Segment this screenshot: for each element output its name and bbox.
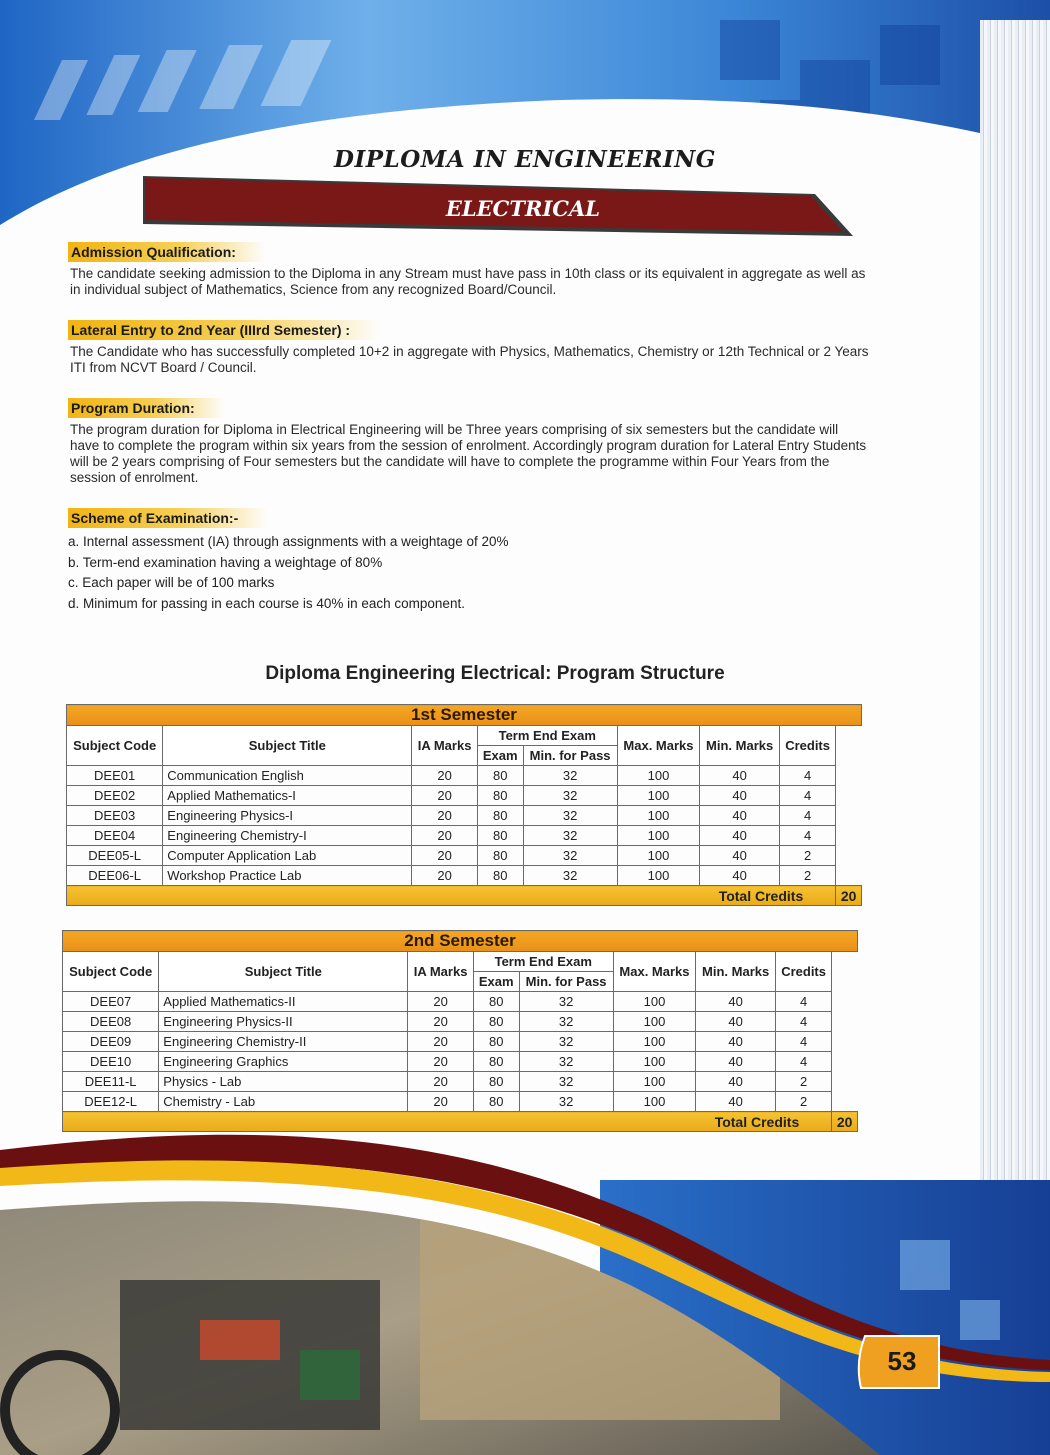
min-pass: 32 xyxy=(519,1032,613,1052)
min-marks: 40 xyxy=(700,866,780,886)
col-min-marks: Min. Marks xyxy=(700,726,780,766)
credits: 4 xyxy=(775,1052,831,1072)
col-exam: Exam xyxy=(473,972,519,992)
col-min-pass: Min. for Pass xyxy=(523,746,617,766)
subject-title: Communication English xyxy=(163,766,412,786)
subject-code: DEE11-L xyxy=(63,1072,159,1092)
ia-marks: 20 xyxy=(408,1052,474,1072)
total-credits-label: Total Credits xyxy=(67,886,836,906)
credits: 2 xyxy=(775,1092,831,1112)
exam-marks: 80 xyxy=(477,806,523,826)
subject-code: DEE02 xyxy=(67,786,163,806)
total-credits-label: Total Credits xyxy=(63,1112,832,1132)
ia-marks: 20 xyxy=(412,786,478,806)
semester-2-heading: 2nd Semester xyxy=(63,931,858,952)
credits: 4 xyxy=(779,766,835,786)
scheme-heading: Scheme of Examination:- xyxy=(68,508,268,528)
subject-title: Engineering Physics-I xyxy=(163,806,412,826)
min-marks: 40 xyxy=(696,992,776,1012)
min-pass: 32 xyxy=(523,766,617,786)
subject-title: Physics - Lab xyxy=(159,1072,408,1092)
ia-marks: 20 xyxy=(408,1092,474,1112)
credits: 2 xyxy=(779,866,835,886)
exam-marks: 80 xyxy=(473,1012,519,1032)
ia-marks: 20 xyxy=(408,992,474,1012)
credits: 4 xyxy=(775,1012,831,1032)
subject-code: DEE06-L xyxy=(67,866,163,886)
exam-marks: 80 xyxy=(477,866,523,886)
ia-marks: 20 xyxy=(408,1072,474,1092)
exam-marks: 80 xyxy=(477,786,523,806)
max-marks: 100 xyxy=(617,826,700,846)
scheme-item: d. Minimum for passing in each course is 40% in each component. xyxy=(68,595,465,611)
ia-marks: 20 xyxy=(412,866,478,886)
duration-text: The program duration for Diploma in Electrical Engineering will be Three years comprising of six semesters but the candidate will have to complete the program within six years from the session of enrolment. Accordingly program duration for Lateral Entry Students will be 2 years comprising of Four semesters but the candidate will have to complete the programme within Four Years from the session of enrolment. xyxy=(70,422,867,485)
ia-marks: 20 xyxy=(412,846,478,866)
ia-marks: 20 xyxy=(412,826,478,846)
credits: 2 xyxy=(779,846,835,866)
table-row xyxy=(63,1072,858,1092)
scheme-list xyxy=(68,532,870,614)
subject-title: Engineering Physics-II xyxy=(159,1012,408,1032)
col-subject-code: Subject Code xyxy=(67,726,163,766)
max-marks: 100 xyxy=(617,806,700,826)
exam-marks: 80 xyxy=(477,826,523,846)
table-row xyxy=(63,992,858,1012)
max-marks: 100 xyxy=(613,1092,696,1112)
ia-marks: 20 xyxy=(408,1032,474,1052)
scheme-item: b. Term-end examination having a weightage of 80% xyxy=(68,554,383,570)
subject-title: Computer Application Lab xyxy=(163,846,412,866)
min-pass: 32 xyxy=(523,866,617,886)
table-row xyxy=(67,866,862,886)
admission-text: The candidate seeking admission to the Diploma in any Stream must have pass in 10th class or its equivalent in aggregate as well as in individual subject of Mathematics, Science from any recognized Board/Council. xyxy=(70,266,866,297)
max-marks: 100 xyxy=(613,992,696,1012)
subject-code: DEE04 xyxy=(67,826,163,846)
page-number: 53 xyxy=(887,1346,917,1376)
info-sections xyxy=(68,242,870,636)
credits: 4 xyxy=(779,786,835,806)
lateral-entry-section xyxy=(68,320,870,376)
subject-code: DEE08 xyxy=(63,1012,159,1032)
max-marks: 100 xyxy=(613,1072,696,1092)
col-ia-marks: IA Marks xyxy=(408,952,474,992)
table-row xyxy=(63,1092,858,1112)
total-credits-value: 20 xyxy=(832,1112,858,1132)
min-marks: 40 xyxy=(696,1012,776,1032)
exam-marks: 80 xyxy=(473,1052,519,1072)
min-pass: 32 xyxy=(519,1072,613,1092)
table-row xyxy=(67,786,862,806)
max-marks: 100 xyxy=(617,766,700,786)
col-min-pass: Min. for Pass xyxy=(519,972,613,992)
credits: 4 xyxy=(779,806,835,826)
min-pass: 32 xyxy=(523,806,617,826)
ia-marks: 20 xyxy=(412,766,478,786)
subject-code: DEE10 xyxy=(63,1052,159,1072)
subject-title: Applied Mathematics-I xyxy=(163,786,412,806)
table-row xyxy=(67,846,862,866)
min-pass: 32 xyxy=(519,1092,613,1112)
min-pass: 32 xyxy=(523,846,617,866)
min-marks: 40 xyxy=(696,1072,776,1092)
col-min-marks: Min. Marks xyxy=(696,952,776,992)
lab-photo xyxy=(0,1150,900,1455)
exam-marks: 80 xyxy=(473,1032,519,1052)
subject-code: DEE09 xyxy=(63,1032,159,1052)
subject-code: DEE01 xyxy=(67,766,163,786)
exam-marks: 80 xyxy=(473,992,519,1012)
exam-marks: 80 xyxy=(477,846,523,866)
credits: 2 xyxy=(775,1072,831,1092)
scheme-section xyxy=(68,508,870,614)
subject-title: Engineering Chemistry-II xyxy=(159,1032,408,1052)
col-subject-title: Subject Title xyxy=(159,952,408,992)
subject-title: Engineering Chemistry-I xyxy=(163,826,412,846)
min-marks: 40 xyxy=(700,766,780,786)
subject-code: DEE12-L xyxy=(63,1092,159,1112)
table-row xyxy=(63,1012,858,1032)
lateral-entry-text: The Candidate who has successfully completed 10+2 in aggregate with Physics, Mathematics, Chemistry or 12th Technical or 2 Years ITI from NCVT Board / Council. xyxy=(70,344,869,375)
col-max-marks: Max. Marks xyxy=(613,952,696,992)
col-term-end: Term End Exam xyxy=(473,952,613,972)
min-pass: 32 xyxy=(519,992,613,1012)
min-marks: 40 xyxy=(700,806,780,826)
min-marks: 40 xyxy=(700,826,780,846)
min-marks: 40 xyxy=(696,1052,776,1072)
exam-marks: 80 xyxy=(473,1092,519,1112)
total-row xyxy=(67,886,862,906)
max-marks: 100 xyxy=(617,866,700,886)
lateral-entry-heading: Lateral Entry to 2nd Year (IIIrd Semester) : xyxy=(68,320,380,340)
col-credits: Credits xyxy=(775,952,831,992)
min-marks: 40 xyxy=(696,1032,776,1052)
max-marks: 100 xyxy=(613,1052,696,1072)
col-credits: Credits xyxy=(779,726,835,766)
scheme-item: c. Each paper will be of 100 marks xyxy=(68,575,275,590)
table-row xyxy=(67,766,862,786)
scheme-item: a. Internal assessment (IA) through assignments with a weightage of 20% xyxy=(68,534,509,549)
table-row xyxy=(63,1052,858,1072)
subject-title: Chemistry - Lab xyxy=(159,1092,408,1112)
table-row xyxy=(67,806,862,826)
duration-section xyxy=(68,398,870,486)
min-pass: 32 xyxy=(523,826,617,846)
min-marks: 40 xyxy=(700,846,780,866)
total-credits-value: 20 xyxy=(836,886,862,906)
semester-2-rows xyxy=(63,992,858,1132)
col-max-marks: Max. Marks xyxy=(617,726,700,766)
exam-marks: 80 xyxy=(473,1072,519,1092)
semester-1-heading: 1st Semester xyxy=(67,705,862,726)
program-structure-title: Diploma Engineering Electrical: Program Structure xyxy=(265,663,725,684)
min-marks: 40 xyxy=(700,786,780,806)
ia-marks: 20 xyxy=(408,1012,474,1032)
col-exam: Exam xyxy=(477,746,523,766)
credits: 4 xyxy=(775,1032,831,1052)
col-term-end: Term End Exam xyxy=(477,726,617,746)
min-pass: 32 xyxy=(519,1012,613,1032)
credits: 4 xyxy=(779,826,835,846)
max-marks: 100 xyxy=(613,1032,696,1052)
table-row xyxy=(63,1032,858,1052)
min-pass: 32 xyxy=(523,786,617,806)
subject-code: DEE03 xyxy=(67,806,163,826)
page-title: DIPLOMA IN ENGINEERING xyxy=(334,146,716,173)
semester-2-table xyxy=(62,930,858,1132)
col-subject-title: Subject Title xyxy=(163,726,412,766)
subject-code: DEE05-L xyxy=(67,846,163,866)
subject-code: DEE07 xyxy=(63,992,159,1012)
max-marks: 100 xyxy=(617,846,700,866)
duration-heading: Program Duration: xyxy=(68,398,225,418)
admission-heading: Admission Qualification: xyxy=(68,242,266,262)
max-marks: 100 xyxy=(613,1012,696,1032)
credits: 4 xyxy=(775,992,831,1012)
min-pass: 32 xyxy=(519,1052,613,1072)
max-marks: 100 xyxy=(617,786,700,806)
table-row xyxy=(67,826,862,846)
admission-section xyxy=(68,242,870,298)
semester-1-table xyxy=(66,704,862,906)
subject-title: Applied Mathematics-II xyxy=(159,992,408,1012)
semester-1-rows xyxy=(67,766,862,906)
subject-title: Workshop Practice Lab xyxy=(163,866,412,886)
ia-marks: 20 xyxy=(412,806,478,826)
col-ia-marks: IA Marks xyxy=(412,726,478,766)
subject-title: Engineering Graphics xyxy=(159,1052,408,1072)
page-subtitle: ELECTRICAL xyxy=(445,196,601,221)
col-subject-code: Subject Code xyxy=(63,952,159,992)
min-marks: 40 xyxy=(696,1092,776,1112)
exam-marks: 80 xyxy=(477,766,523,786)
